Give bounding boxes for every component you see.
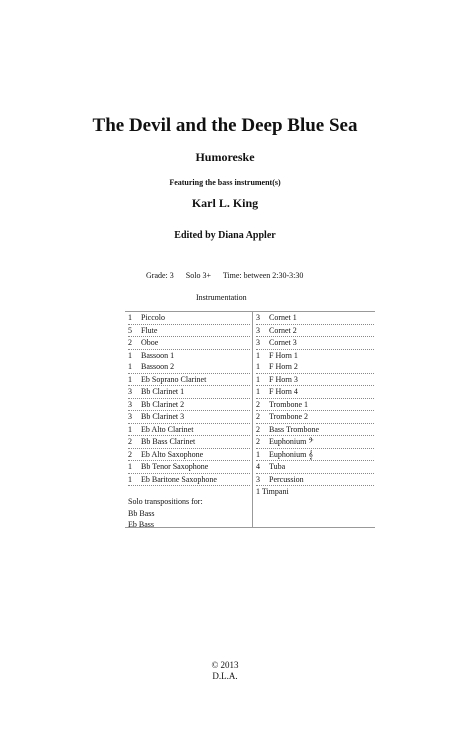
instrument-row xyxy=(128,449,250,461)
instrument-group xyxy=(256,312,374,325)
instrument-name: F Horn 2 xyxy=(269,362,298,371)
part-count: 1 xyxy=(128,462,132,471)
solo-level-text: Solo 3+ xyxy=(185,271,211,280)
solo-heading: Solo transpositions for: xyxy=(128,497,203,506)
instrument-row xyxy=(128,411,250,423)
part-count: 3 xyxy=(128,412,132,421)
featuring-line: Featuring the bass instrument(s) xyxy=(169,178,281,187)
instrument-row xyxy=(128,461,250,473)
part-count: 2 xyxy=(128,338,132,347)
part-count: 1 xyxy=(128,362,132,371)
instrument-row xyxy=(256,411,374,423)
instrument-name: Bb Tenor Saxophone xyxy=(141,462,209,471)
instrument-name: Eb Alto Saxophone xyxy=(141,449,204,459)
instrument-name: Trombone 2 xyxy=(269,412,309,421)
part-count: 5 xyxy=(128,325,132,335)
part-count: 1 xyxy=(256,350,260,360)
instrument-row xyxy=(256,386,374,398)
instrument-row xyxy=(128,386,250,398)
part-count: 3 xyxy=(256,313,260,322)
instrument-row xyxy=(128,312,250,324)
instrument-row xyxy=(256,337,374,349)
instrument-row xyxy=(256,325,374,337)
instrument-group xyxy=(256,461,374,474)
instrument-name: F Horn 3 xyxy=(269,374,298,384)
instrument-group xyxy=(256,424,374,437)
solo-item: Eb Bass xyxy=(128,520,154,529)
instrument-row xyxy=(256,361,374,373)
instrument-name: Piccolo xyxy=(141,313,165,322)
instrument-name: Trombone 1 xyxy=(269,399,309,409)
instrument-name: F Horn 1 xyxy=(269,350,298,360)
instrument-group xyxy=(128,449,250,462)
instrument-name: Bb Clarinet 2 xyxy=(141,399,185,409)
instrument-row xyxy=(128,337,250,349)
instrument-group xyxy=(128,337,250,350)
instrument-row xyxy=(128,399,250,411)
instrument-group xyxy=(128,312,250,325)
part-count: 3 xyxy=(256,325,260,335)
duration-text: Time: between 2:30-3:30 xyxy=(222,271,304,280)
part-count: 2 xyxy=(256,412,260,421)
instrument-group xyxy=(256,474,374,487)
instrument-name: Cornet 3 xyxy=(269,338,297,347)
instrumentation-heading: Instrumentation xyxy=(196,293,247,302)
instrument-row xyxy=(256,461,374,473)
part-count: 1 xyxy=(256,374,260,384)
part-count: 2 xyxy=(128,437,132,446)
instrument-row xyxy=(256,399,374,411)
part-count: 2 xyxy=(256,437,260,446)
part-count: 2 xyxy=(128,449,132,459)
instrument-group xyxy=(256,350,374,374)
instrumentation-table xyxy=(125,311,375,528)
part-count: 1 xyxy=(256,362,260,371)
column-divider xyxy=(252,312,253,527)
editor-line: Edited by Diana Appler xyxy=(174,230,276,241)
part-count: 3 xyxy=(128,399,132,409)
instrument-group xyxy=(256,449,374,462)
instrument-name: Oboe xyxy=(141,338,159,347)
part-count: 2 xyxy=(256,399,260,409)
part-count: 2 xyxy=(256,424,260,434)
part-count: 3 xyxy=(128,387,132,396)
instrument-group xyxy=(128,399,250,412)
instrument-name: Euphonium 𝄞 xyxy=(269,449,314,459)
score-title: The Devil and the Deep Blue Sea xyxy=(92,115,358,136)
initials-text: D.L.A. xyxy=(212,671,238,681)
timpani-text: 1 Timpani xyxy=(256,487,289,496)
part-count: 1 xyxy=(128,374,132,384)
instrument-group xyxy=(128,350,250,374)
instrument-name: Tuba xyxy=(269,462,286,471)
instrument-group xyxy=(128,461,250,474)
grade-info-line xyxy=(146,271,313,280)
instrument-row xyxy=(256,424,374,436)
part-count: 1 xyxy=(128,313,132,322)
instrument-group xyxy=(256,386,374,399)
solo-transpositions xyxy=(128,496,203,531)
instrument-name: Euphonium 𝄢 xyxy=(269,437,314,446)
instrument-name: Percussion xyxy=(269,474,304,484)
instrument-name: Bb Bass Clarinet xyxy=(141,437,196,446)
instrument-group xyxy=(128,374,250,387)
part-count: 1 xyxy=(128,350,132,360)
instrument-group xyxy=(128,411,250,424)
instrument-name: F Horn 4 xyxy=(269,387,298,396)
timpani-row xyxy=(256,486,374,497)
instrument-group xyxy=(256,337,374,350)
part-count: 1 xyxy=(128,424,132,434)
instrument-group xyxy=(256,436,374,449)
instrument-name: Bb Clarinet 3 xyxy=(141,412,185,421)
instrument-group xyxy=(256,411,374,424)
instrument-row xyxy=(256,374,374,386)
brass-groups xyxy=(256,312,374,486)
instrument-name: Cornet 2 xyxy=(269,325,297,335)
woodwind-column xyxy=(128,312,250,486)
copyright-text: © 2013 xyxy=(211,660,239,670)
instrument-name: Cornet 1 xyxy=(269,313,297,322)
instrument-row xyxy=(128,374,250,386)
part-count: 1 xyxy=(128,474,132,484)
instrument-row xyxy=(256,436,374,448)
part-count: 3 xyxy=(256,338,260,347)
footer xyxy=(0,660,450,682)
instrument-group xyxy=(256,374,374,387)
brass-percussion-column xyxy=(256,312,374,497)
instrument-name: Bassoon 1 xyxy=(141,350,175,360)
grade-text: Grade: 3 xyxy=(146,271,174,280)
instrument-group xyxy=(128,474,250,487)
instrument-name: Bb Clarinet 1 xyxy=(141,387,185,396)
instrument-group xyxy=(128,424,250,437)
instrument-name: Bass Trombone xyxy=(269,424,320,434)
instrument-row xyxy=(128,361,250,373)
instrument-row xyxy=(256,350,374,362)
instrument-group xyxy=(128,386,250,399)
instrument-row xyxy=(256,474,374,486)
instrument-row xyxy=(128,474,250,486)
part-count: 3 xyxy=(256,474,260,484)
instrument-group xyxy=(256,399,374,412)
instrument-group xyxy=(256,325,374,338)
instrument-name: Flute xyxy=(141,325,158,335)
instrument-group xyxy=(128,436,250,449)
instrument-row xyxy=(128,325,250,337)
score-subtitle: Humoreske xyxy=(195,150,255,164)
instrument-row xyxy=(128,424,250,436)
part-count: 1 xyxy=(256,449,260,459)
composer-name: Karl L. King xyxy=(191,196,259,210)
instrument-name: Eb Soprano Clarinet xyxy=(141,374,207,384)
instrument-row xyxy=(256,312,374,324)
instrument-row xyxy=(128,436,250,448)
instrument-name: Eb Baritone Saxophone xyxy=(141,474,217,484)
solo-item: Bb Bass xyxy=(128,508,155,518)
instrument-name: Eb Alto Clarinet xyxy=(141,424,194,434)
instrument-row xyxy=(128,350,250,362)
instrument-row xyxy=(256,449,374,461)
instrument-group xyxy=(128,325,250,338)
part-count: 4 xyxy=(256,462,260,471)
instrument-name: Bassoon 2 xyxy=(141,362,175,371)
part-count: 1 xyxy=(256,387,260,396)
